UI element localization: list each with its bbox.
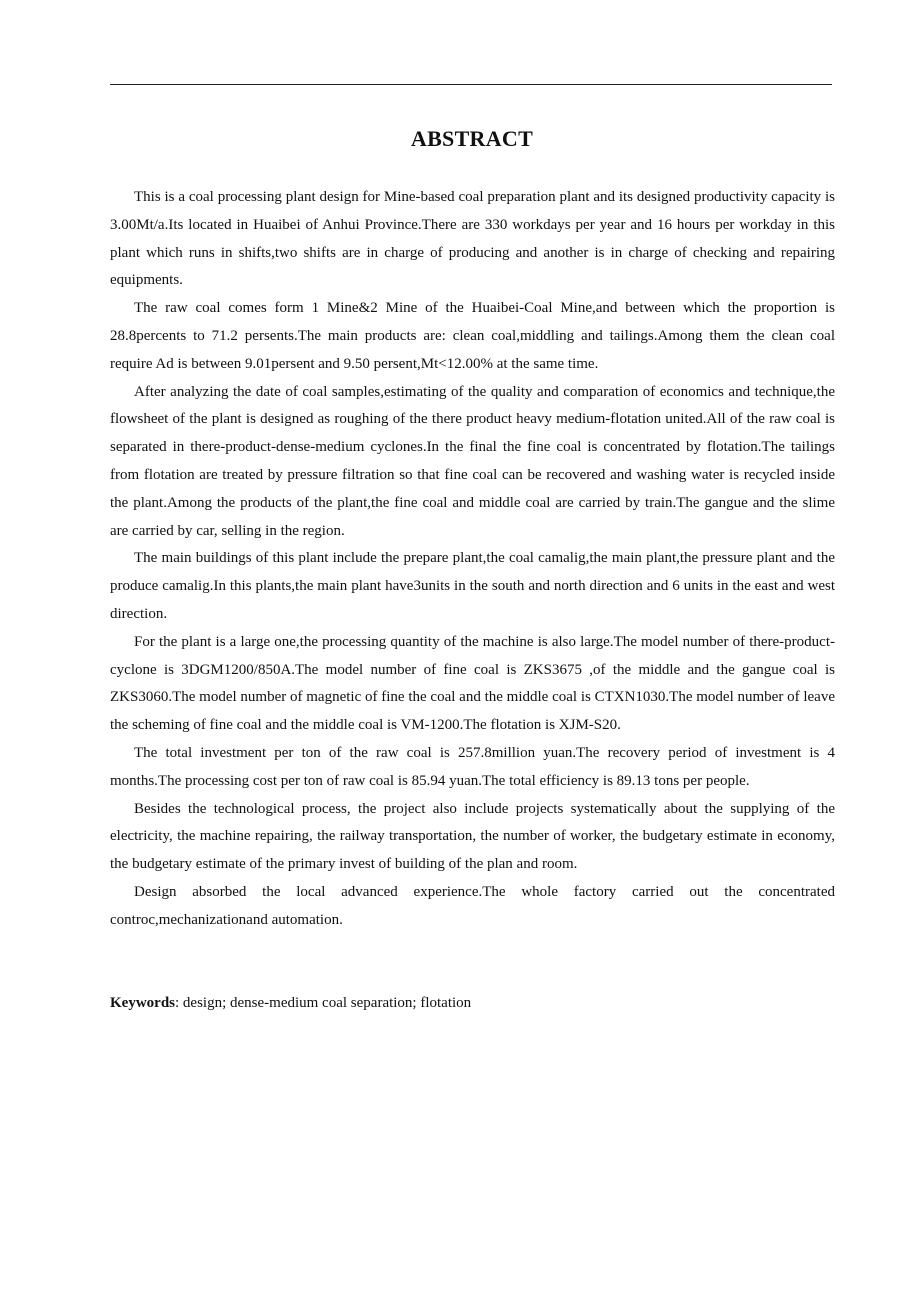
abstract-paragraph-7: Besides the technological process, the project also include projects systematically about the supplying of the electricity, the machine repairing, the railway transportation, the number of worker, the budgetary estimate in economy, the budgetary estimate of the primary invest of building of the plan and room. [110, 800, 835, 873]
header-rule [110, 84, 832, 85]
abstract-body [110, 184, 835, 935]
keywords-separator: : [175, 995, 183, 1011]
abstract-paragraph-4: The main buildings of this plant include the prepare plant,the coal camalig,the main plant,the pressure plant and the produce camalig.In this plants,the main plant have3units in the south and north direction and 6 units in the east and west direction. [110, 550, 835, 622]
keywords-label: Keywords [110, 995, 175, 1011]
abstract-paragraph-8: Design absorbed the local advanced experience.The whole factory carried out the concentrated controc,mechanizationand automation. [110, 883, 835, 928]
abstract-paragraph-6: The total investment per ton of the raw coal is 257.8million yuan.The recovery period of investment is 4 months.The processing cost per ton of raw coal is 85.94 yuan.The total efficiency is 89.13 tons per people. [110, 744, 835, 789]
abstract-paragraph-1: This is a coal processing plant design for Mine-based coal preparation plant and its designed productivity capacity is 3.00Mt/a.Its located in Huaibei of Anhui Province.There are 330 workdays per year and 16 hours per workday in this plant which runs in shifts,two shifts are in charge of producing and another is in charge of checking and repairing equipments. [110, 189, 835, 289]
abstract-paragraph-5: For the plant is a large one,the processing quantity of the machine is also large.The model number of there-product-cyclone is 3DGM1200/850A.The model number of fine coal is ZKS3675 ,of the middle and the gangue coal is ZKS3060.The model number of magnetic of fine the coal and the middle coal is CTXN1030.The model number of leave the scheming of fine coal and the middle coal is VM-1200.The flotation is XJM-S20. [110, 633, 835, 734]
abstract-paragraph-3: After analyzing the date of coal samples,estimating of the quality and comparation of economics and technique,the flowsheet of the plant is designed as roughing of the there product heavy medium-flotation united.All of the raw coal is separated in there-product-dense-medium cyclones.In the final the fine coal is concentrated by flotation.The tailings from flotation are treated by pressure filtration so that fine coal can be recovered and washing water is recycled inside the plant.Among the products of the plant,the fine coal and middle coal are carried by train.The gangue and the slime are carried by car, selling in the region. [110, 383, 835, 539]
keywords-text: design; dense-medium coal separation; flotation [182, 995, 472, 1011]
abstract-paragraph-2: The raw coal comes form 1 Mine&2 Mine of the Huaibei-Coal Mine,and between which the proportion is 28.8percents to 71.2 persents.The main products are: clean coal,middling and tailings.Among them the clean coal require Ad is between 9.01persent and 9.50 persent,Mt<12.00% at the same time. [110, 300, 835, 372]
keywords-line [110, 990, 835, 1017]
abstract-title: ABSTRACT [410, 126, 534, 151]
